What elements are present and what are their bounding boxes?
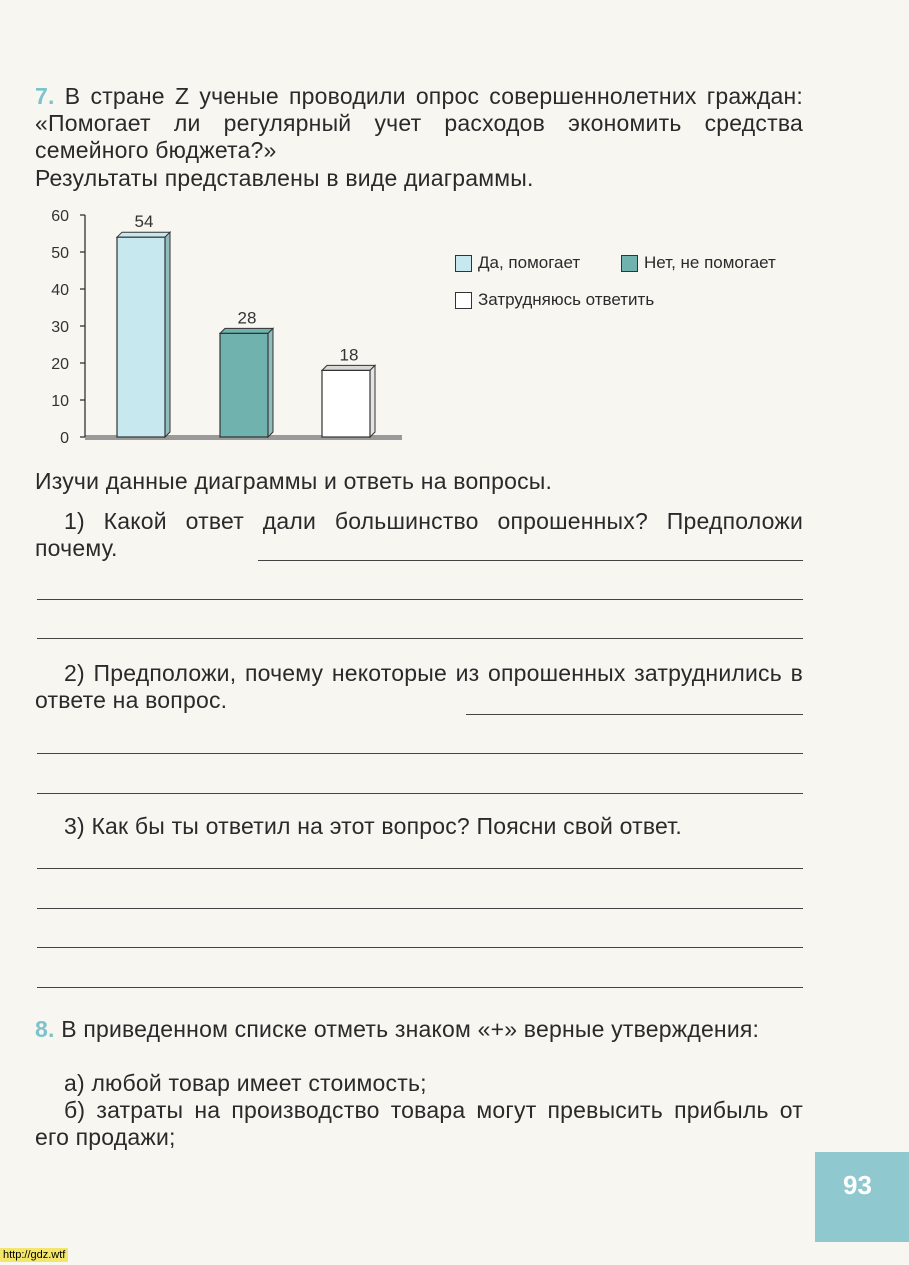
answer-line[interactable] [466, 714, 803, 715]
bar-top [117, 232, 170, 237]
bar-value-label: 54 [134, 212, 154, 232]
answer-line[interactable] [37, 947, 803, 948]
answer-line[interactable] [258, 560, 803, 561]
task7-intro [35, 83, 803, 164]
task8-number: 8. [35, 1016, 55, 1042]
y-tick-label: 60 [51, 208, 69, 225]
answer-line[interactable] [37, 908, 803, 909]
task8-intro-text: В приведенном списке отметь знаком «+» верные утверждения: [61, 1016, 760, 1042]
task7-number: 7. [35, 83, 55, 109]
y-tick-label: 30 [51, 319, 69, 336]
legend-item-unsure [455, 290, 654, 310]
y-tick-label: 50 [51, 245, 69, 262]
y-tick-label: 0 [60, 430, 69, 447]
bar-side [268, 328, 273, 437]
legend-swatch-unsure [455, 292, 472, 309]
task8-intro [35, 1016, 803, 1043]
task7-intro2: Результаты представлены в виде диаграммы. [35, 165, 534, 191]
bar [117, 237, 165, 437]
legend-item-yes [455, 253, 580, 273]
bar [322, 370, 370, 437]
source-url: http://gdz.wtf [0, 1248, 68, 1262]
answer-line[interactable] [37, 793, 803, 794]
bar [220, 333, 268, 437]
bar-side [165, 232, 170, 437]
legend-swatch-yes [455, 255, 472, 272]
bar-top [322, 365, 375, 370]
y-tick-label: 20 [51, 356, 69, 373]
question-3: 3) Как бы ты ответил на этот вопрос? Поясни свой ответ. [64, 813, 682, 839]
legend-item-no [621, 253, 776, 273]
bar-value-label: 18 [339, 345, 359, 365]
legend-label-unsure: Затрудняюсь ответить [478, 290, 655, 309]
question-1: 1) Какой ответ дали большинство опрошенных? Предположи почему. [35, 508, 803, 561]
y-tick-label: 40 [51, 282, 69, 299]
answer-line[interactable] [37, 599, 803, 600]
legend-swatch-no [621, 255, 638, 272]
legend-label-no: Нет, не помогает [644, 253, 776, 272]
question-2: 2) Предположи, почему некоторые из опрошенных затруднились в ответе на вопрос. [35, 660, 803, 713]
answer-line[interactable] [37, 868, 803, 869]
survey-bar-chart [40, 200, 460, 450]
answer-line[interactable] [37, 638, 803, 639]
legend-label-yes: Да, помогает [478, 253, 581, 272]
answer-line[interactable] [37, 987, 803, 988]
task7-intro-text: В стране Z ученые проводили опрос совершеннолетних граждан: «Помогает ли регулярный учет расходов экономить средства семейного бюджета?» [35, 83, 803, 163]
task7-instruction: Изучи данные диаграммы и ответь на вопросы. [35, 468, 553, 494]
bar-top [220, 328, 273, 333]
task8-item-b: б) затраты на производство товара могут превысить прибыль от его продажи; [35, 1097, 803, 1150]
bar-side [370, 365, 375, 437]
y-tick-label: 10 [51, 393, 69, 410]
page-number: 93 [843, 1170, 872, 1200]
task8-item-a: а) любой товар имеет стоимость; [64, 1070, 427, 1096]
answer-line[interactable] [37, 753, 803, 754]
bar-value-label: 28 [237, 308, 257, 328]
